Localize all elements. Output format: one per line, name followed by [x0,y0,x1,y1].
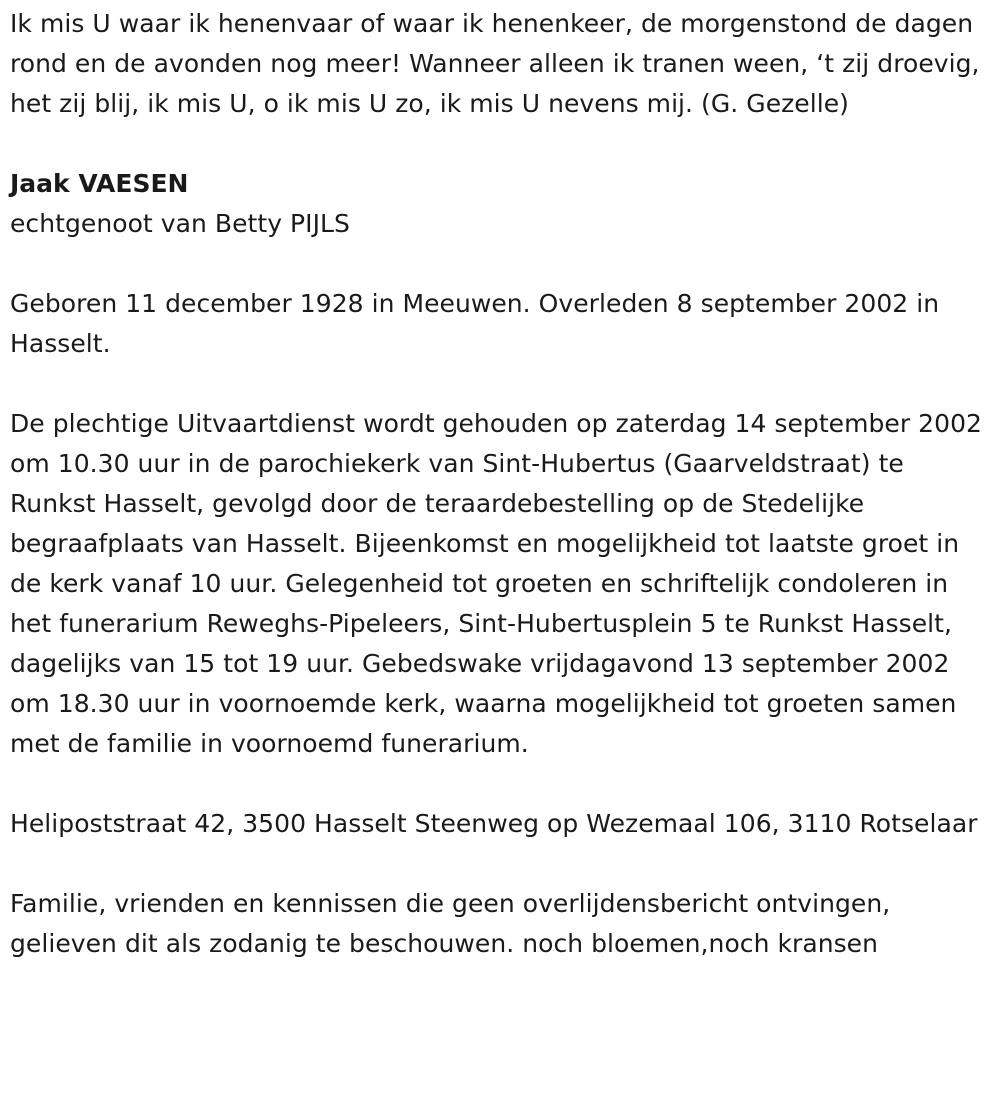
spouse-line: echtgenoot van Betty PIJLS [10,209,350,238]
spacer [10,124,982,164]
spacer [10,364,982,404]
addresses: Helipoststraat 42, 3500 Hasselt Steenweg op Wezemaal 106, 3110 Rotselaar [10,809,978,838]
spacer [10,844,982,884]
deceased-name: Jaak VAESEN [10,169,189,198]
spacer [10,764,982,804]
closing-note: Familie, vrienden en kennissen die geen overlijdensbericht ontvingen, gelieven dit als zodanig te beschouwen. noch bloemen,noch kransen [10,889,891,958]
spacer [10,244,982,284]
funeral-details: De plechtige Uitvaartdienst wordt gehouden op zaterdag 14 september 2002 om 10.30 uur in de parochiekerk van Sint-Hubertus (Gaarveldstraat) te Runkst Hasselt, gevolgd door de teraardebestelling op de Stedelijke begraafplaats van Hasselt. Bijeenkomst en mogelijkheid tot laatste groet in de kerk vanaf 10 uur. Gelegenheid tot groeten en schriftelijk condoleren in het funerarium Reweghs-Pipeleers, Sint-Hubertusplein 5 te Runkst Hasselt, dagelijks van 15 tot 19 uur. Gebedswake vrijdagavond 13 september 2002 om 18.30 uur in voornoemde kerk, waarna mogelijkheid tot groeten samen met de familie in voornoemd funerarium. [10,409,983,758]
birth-death-info: Geboren 11 december 1928 in Meeuwen. Overleden 8 september 2002 in Hasselt. [10,289,940,358]
poem-quote: Ik mis U waar ik henenvaar of waar ik henenkeer, de morgenstond de dagen rond en de avonden nog meer! Wanneer alleen ik tranen ween, ‘t zij droevig, het zij blij, ik mis U, o ik mis U zo, ik mis U nevens mij. (G. Gezelle) [10,9,980,118]
